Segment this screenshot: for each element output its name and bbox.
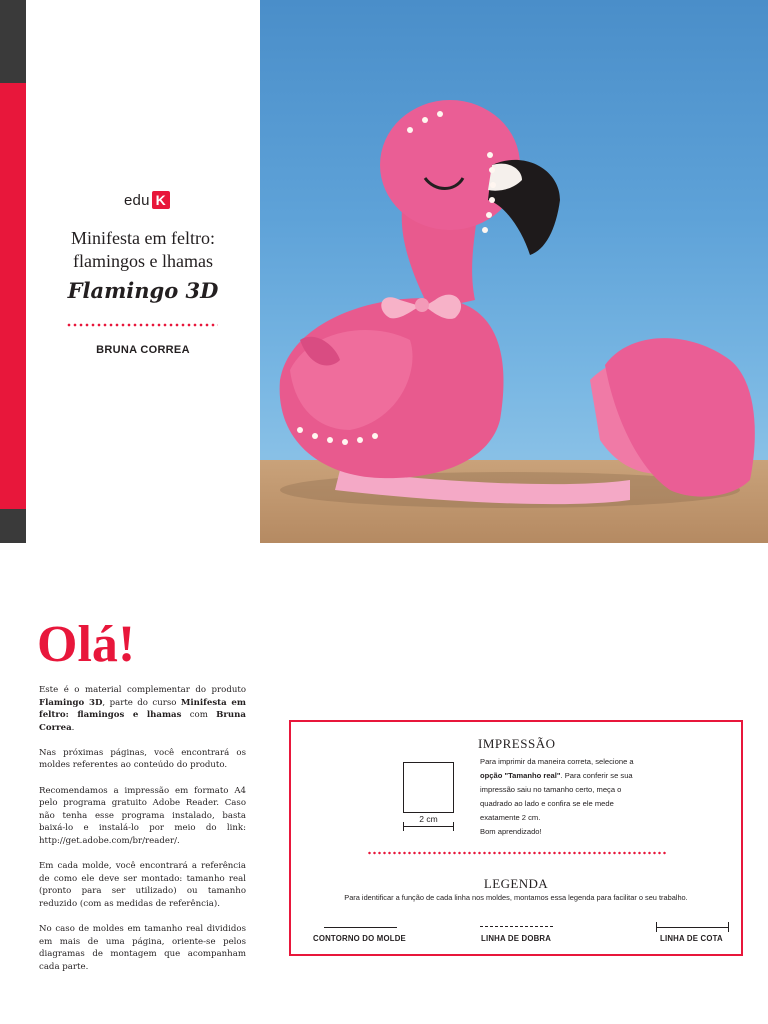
intro-paragraph-4: Em cada molde, você encontrará a referência de como ele deve ser montado: tamanho real (pronto para ser utilizado) ou tamanho reduzido (com as medidas de referência). <box>39 861 246 909</box>
legend-label-fold: LINHA DE DOBRA <box>481 934 552 943</box>
author-name: BRUNA CORREA <box>96 344 190 356</box>
p1-author: Bruna Correa <box>39 710 246 733</box>
legend-label-dimension: LINHA DE COTA <box>660 934 723 943</box>
course-title-line2: flamingos e lhamas <box>73 251 213 271</box>
legend-label-outline: CONTORNO DO MOLDE <box>313 934 406 943</box>
p1-text-a: Este é o material complementar do produto <box>39 685 246 695</box>
dotted-divider <box>66 323 218 327</box>
p1-text-g: . <box>71 722 75 733</box>
dimension-label <box>403 814 454 824</box>
legend-solid-line <box>324 927 397 928</box>
p1-product: Flamingo 3D <box>39 697 103 708</box>
intro-paragraph-3: Recomendamos a impressão em formato A4 pelo programa gratuito Adobe Reader. Caso não tenha esse programa instalado, basta baixá-lo e instalá-lo por meio do link: http://get.adobe.com/br/reader/. <box>39 785 246 846</box>
legend-dashed-line <box>480 926 553 927</box>
print-text-a: Para imprimir da maneira correta, selecione a <box>480 757 634 766</box>
legend-title: LEGENDA <box>483 876 549 891</box>
dimension-label-text: 2 cm <box>419 814 438 824</box>
logo-text: edu <box>124 191 150 209</box>
course-title <box>26 227 260 273</box>
sidebar-dark-top <box>0 0 26 83</box>
print-text-d: Bom aprendizado! <box>480 827 542 836</box>
legend-dimension-line <box>656 927 729 928</box>
eduk-logo <box>124 190 170 210</box>
legend-description: Para identificar a função de cada linha nos moldes, montamos essa legenda para facilitar o seu trabalho. <box>344 893 688 902</box>
product-title: Flamingo 3D <box>67 278 219 303</box>
flamingo-photo <box>260 0 768 543</box>
intro-paragraph-2: Nas próximas páginas, você encontrará os moldes referentes ao conteúdo do produto. <box>39 747 246 771</box>
print-instructions-box <box>289 720 743 956</box>
dotted-divider-box <box>367 851 667 855</box>
course-title-line1: Minifesta em feltro: <box>71 228 215 248</box>
reference-square <box>403 762 454 813</box>
print-text-option: opção "Tamanho real" <box>480 771 561 780</box>
p1-course: Minifesta em feltro: flamingos e lhamas <box>39 697 246 721</box>
p1-text-c: , parte do curso <box>102 697 181 708</box>
sidebar-red-band <box>0 83 26 509</box>
logo-k-mark: K <box>152 191 170 209</box>
intro-paragraph-5: No caso de moldes em tamanho real divididos em mais de uma página, oriente-se pelos diagramas de montagem que acompanham cada parte. <box>39 923 246 972</box>
print-text-c: . Para conferir se sua impressão saiu no tamanho certo, meça o quadrado ao lado e confira se ele mede exatamente 2 cm. <box>480 771 633 822</box>
greeting-heading: Olá! <box>37 616 136 673</box>
sidebar-dark-bottom <box>0 509 26 543</box>
flamingo-illustration <box>260 0 768 543</box>
legend-dimension-tick-right <box>728 922 729 932</box>
intro-paragraph-1 <box>39 684 246 734</box>
print-instructions-text <box>480 755 650 839</box>
intro-text <box>39 684 246 986</box>
print-title: IMPRESSÃO <box>478 736 556 751</box>
dimension-line <box>403 826 454 827</box>
legend-dimension-tick-left <box>656 922 657 932</box>
p1-text-e: com <box>181 710 217 721</box>
